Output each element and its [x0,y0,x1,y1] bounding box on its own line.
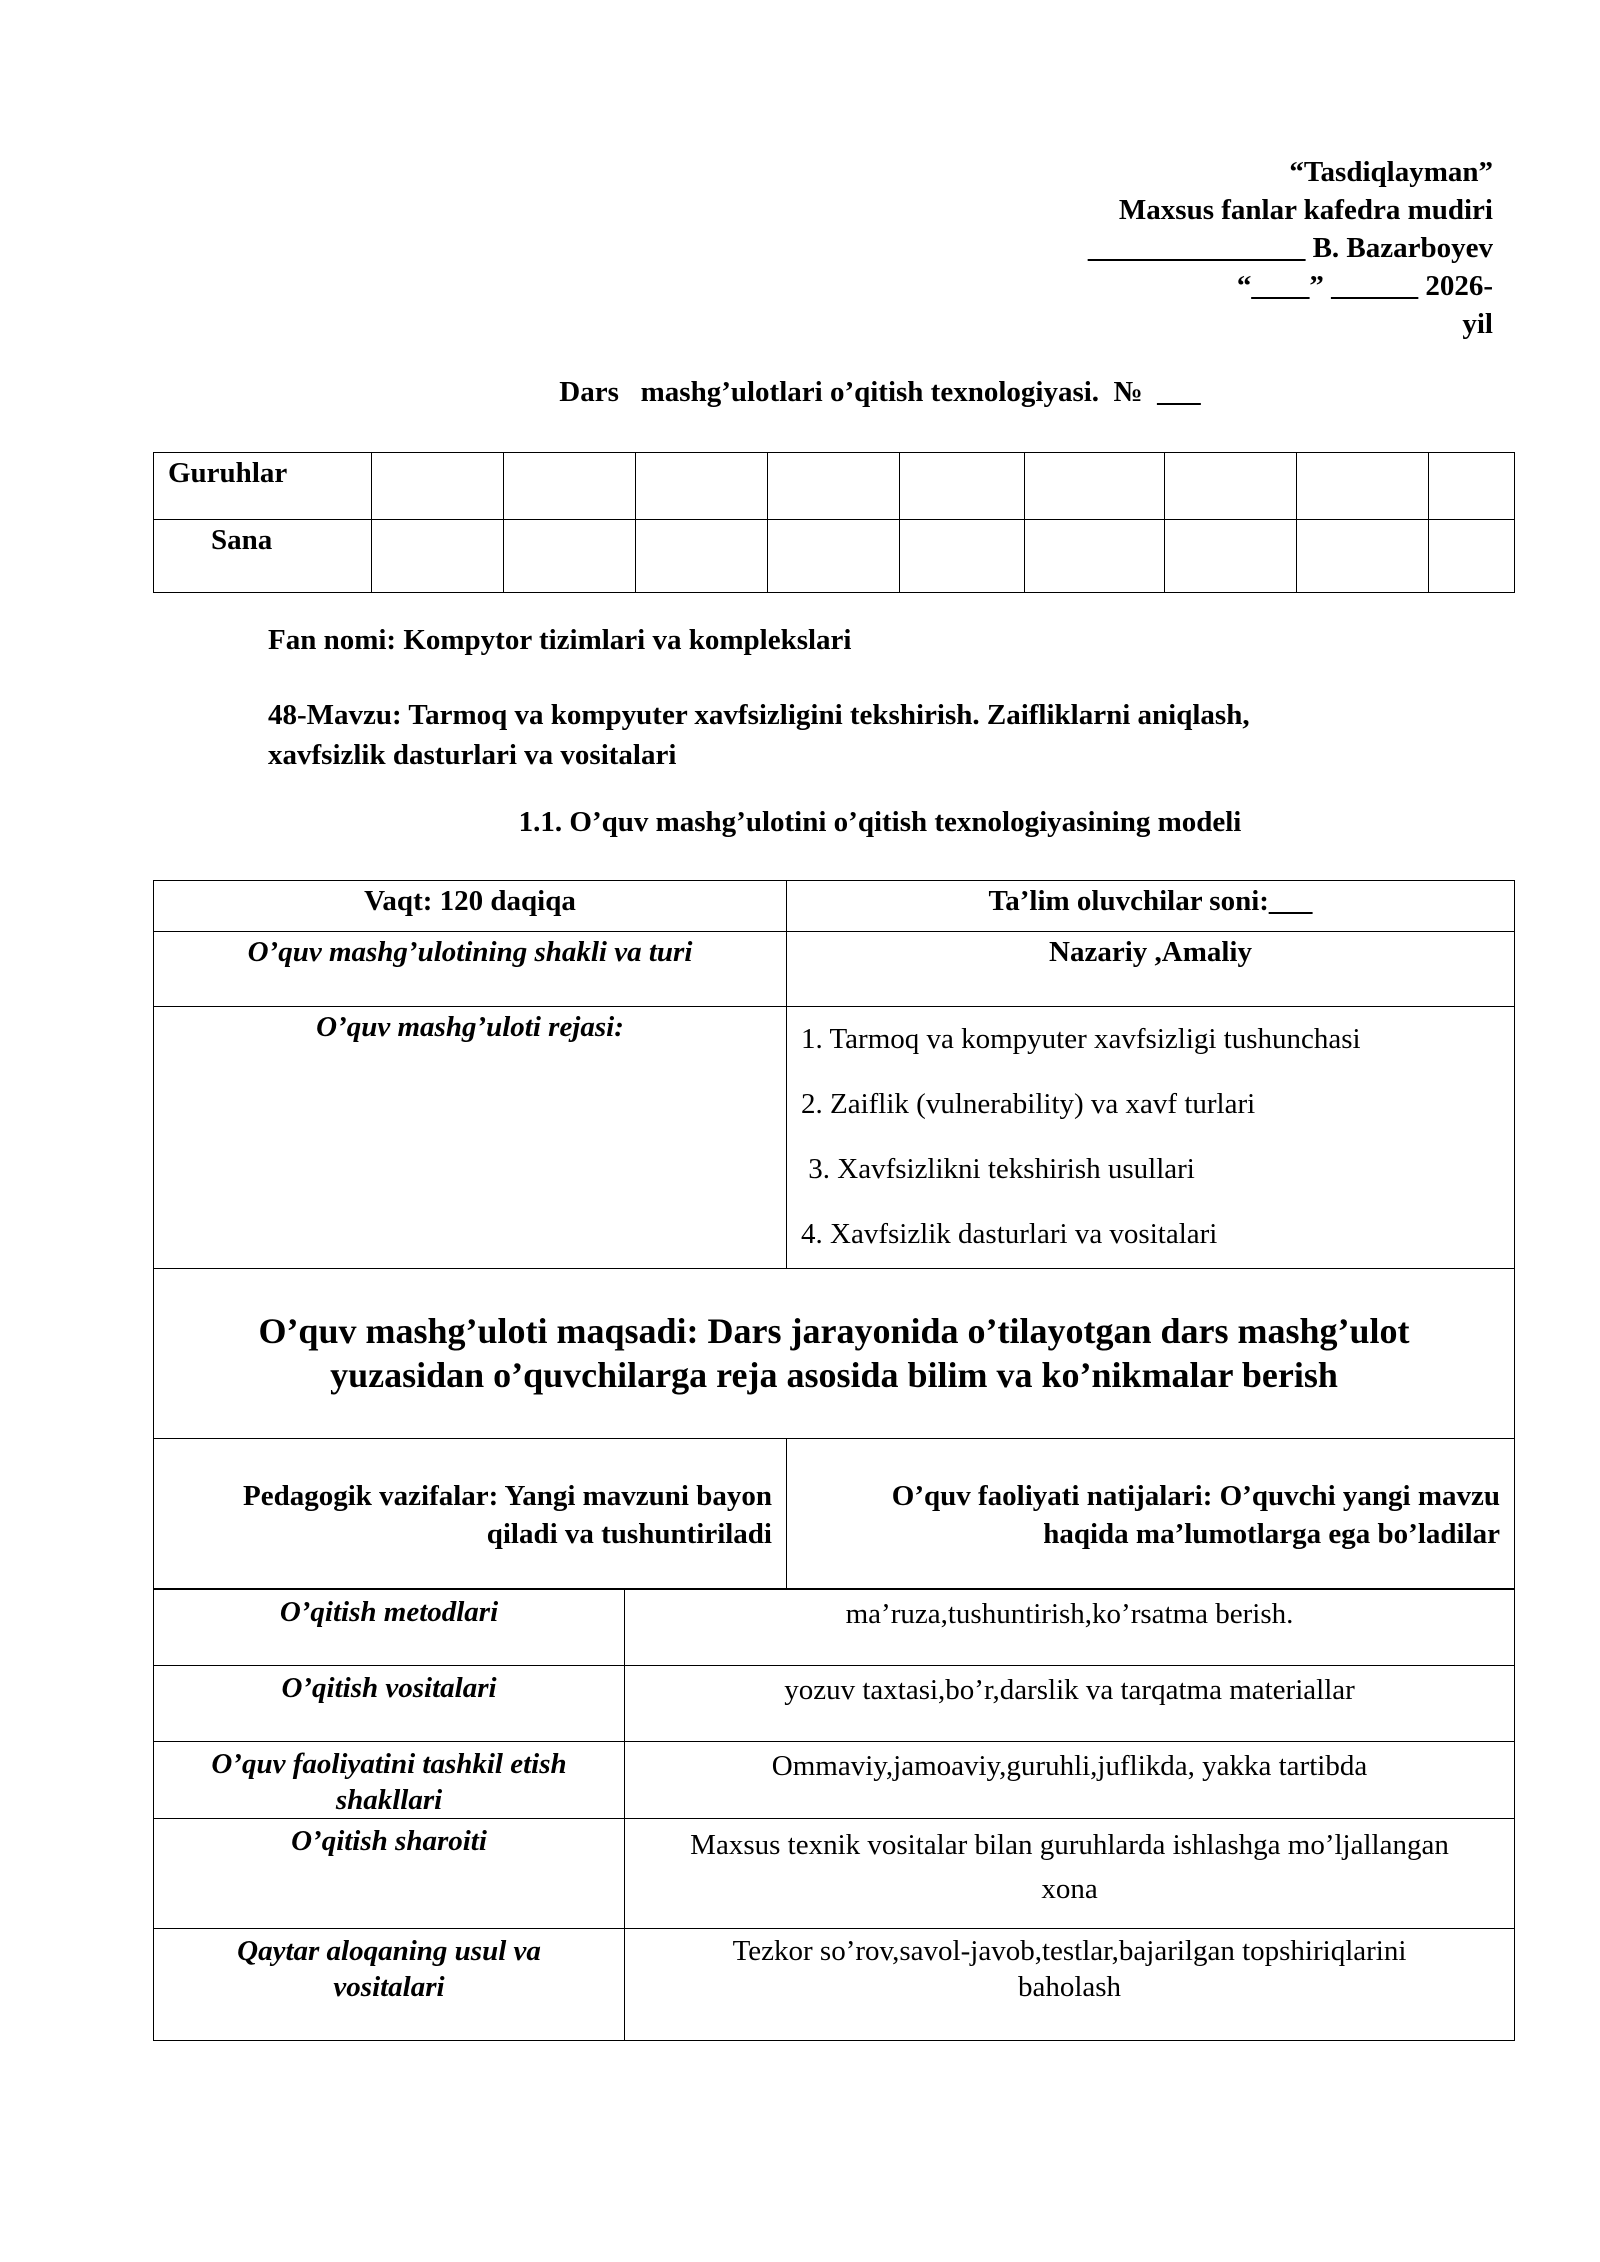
res-line-1: O’quv faoliyati natijalari: O’quvchi yangi mavzu [891,1480,1500,1512]
plan-label: O’quv mashg’uloti rejasi: [154,1007,787,1269]
date-cell [1429,520,1515,593]
groups-label: Guruhlar [154,453,372,520]
value-line: yozuv taxtasi,bo’r,darslik va tarqatma materiallar [784,1674,1355,1706]
group-cell [1165,453,1297,520]
value-line: baholash [1017,1971,1122,2003]
date-cell [1297,520,1429,593]
group-cell [372,453,504,520]
approval-position: Maxsus fanlar kafedra mudiri [1118,194,1493,226]
organization-forms-label [154,1742,625,1819]
document-title: Dars mashg’ulotlari o’qitish texnologiyasi. № ___ [559,376,1201,408]
approval-year-suffix: yil [1462,308,1493,340]
conditions-value [625,1819,1515,1929]
plan-item: 1. Tarmoq va kompyuter xavfsizligi tushunchasi [801,1023,1361,1055]
learning-outcomes [787,1439,1515,1589]
value-line: Maxsus texnik vositalar bilan guruhlarda ishlashga mo’ljallangan [690,1829,1449,1861]
topic-line-2: xavfsizlik dasturlari va vositalari [268,739,677,771]
students-count-cell: Ta’lim oluvchilar soni:___ [787,881,1515,932]
value-line: Tezkor so’rov,savol-javob,testlar,bajarilgan topshiriqlarini [732,1935,1407,1967]
goal-line-2: yuzasidan o’quvchilarga reja asosida bilim va ko’nikmalar berish [330,1355,1338,1395]
date-cell [372,520,504,593]
date-cell [1165,520,1297,593]
feedback-label [154,1929,625,2041]
group-cell [1429,453,1515,520]
organization-forms-value [625,1742,1515,1819]
date-cell [768,520,900,593]
conditions-label [154,1819,625,1929]
form-label: O’quv mashg’ulotining shakli va turi [154,932,787,1007]
key-line: O’qitish sharoiti [291,1825,487,1857]
date-cell [504,520,636,593]
approval-signature-line: _______________ B. Bazarboyev [1087,232,1493,264]
methods-table [153,1589,1515,2041]
key-line: Qaytar aloqaning usul va [237,1935,541,1967]
group-cell [1297,453,1429,520]
plan-item: 2. Zaiflik (vulnerability) va xavf turlari [801,1088,1256,1120]
ped-line-1: Pedagogik vazifalar: Yangi mavzuni bayon [242,1480,772,1512]
lesson-goal [154,1269,1515,1439]
value-line: Ommaviy,jamoaviy,guruhli,juflikda, yakka tartibda [771,1750,1368,1782]
approval-date-line: “____” ______ 2026- [1236,270,1493,302]
pedagogical-tasks [154,1439,787,1589]
ped-line-2: qiladi va tushuntiriladi [486,1518,772,1550]
date-cell [636,520,768,593]
plan-list [787,1007,1515,1269]
topic-line-1: 48-Mavzu: Tarmoq va kompyuter xavfsizligini tekshirish. Zaifliklarni aniqlash, [268,699,1250,731]
key-line: O’qitish vositalari [281,1672,497,1704]
group-cell [768,453,900,520]
approval-heading: “Tasdiqlayman” [1289,156,1493,188]
date-cell [1025,520,1165,593]
subject-name: Fan nomi: Kompytor tizimlari va komplekslari [268,624,852,656]
model-title: 1.1. O’quv mashg’ulotini o’qitish texnologiyasining modeli [518,806,1242,838]
group-cell [1025,453,1165,520]
plan-item: 3. Xavfsizlikni tekshirish usullari [801,1153,1195,1185]
key-line: shakllari [335,1784,443,1816]
group-cell [900,453,1025,520]
date-cell [900,520,1025,593]
key-line: O’quv faoliyatini tashkil etish [211,1748,567,1780]
methods-value [625,1590,1515,1666]
value-line: ma’ruza,tushuntirish,ko’rsatma berish. [845,1598,1294,1630]
group-cell [636,453,768,520]
group-cell [504,453,636,520]
tools-label [154,1666,625,1742]
date-label: Sana [154,520,372,593]
key-line: vositalari [333,1971,445,2003]
feedback-value [625,1929,1515,2041]
form-value: Nazariy ,Amaliy [787,932,1515,1007]
approval-block [973,153,1493,343]
plan-item: 4. Xavfsizlik dasturlari va vositalari [801,1218,1218,1250]
key-line: O’qitish metodlari [279,1596,499,1628]
groups-dates-table [153,452,1515,593]
lesson-model-table [153,880,1515,1589]
value-line: xona [1041,1873,1098,1905]
goal-line-1: O’quv mashg’uloti maqsadi: Dars jarayonida o’tilayotgan dars mashg’ulot [258,1311,1410,1351]
time-cell: Vaqt: 120 daqiqa [154,881,787,932]
res-line-2: haqida ma’lumotlarga ega bo’ladilar [1043,1518,1500,1550]
tools-value [625,1666,1515,1742]
methods-label [154,1590,625,1666]
